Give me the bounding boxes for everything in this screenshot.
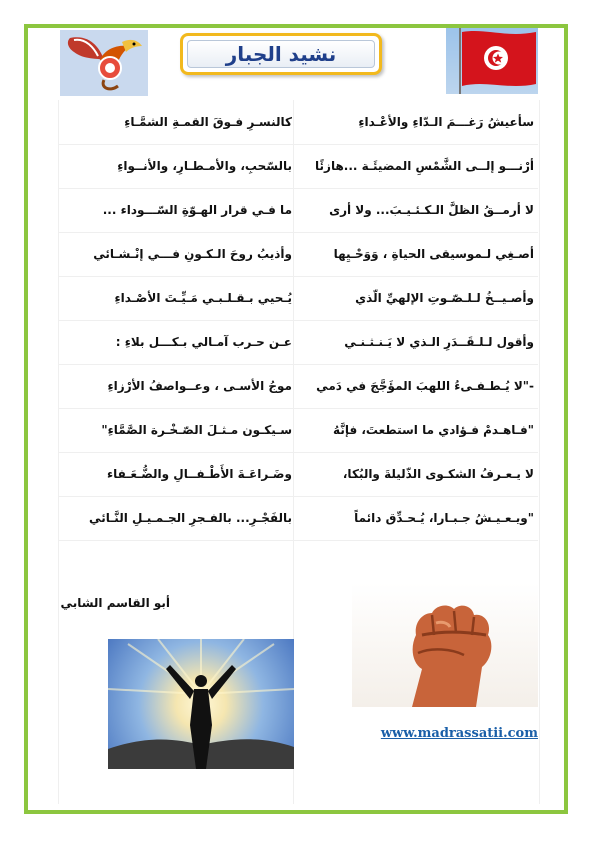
verse-right: وأقول لـلـقَــدَرِ الـذي لا يَـنـثـنـي — [344, 335, 534, 349]
table-row — [58, 144, 538, 189]
verse-right: أصـغِي لـموسيقى الحياةِ ، وَوَحْـيِها — [333, 247, 534, 261]
verse-left: عـن حـرب آمـالي بـكـــل بلاءِ : — [115, 335, 292, 349]
fist-icon — [352, 583, 538, 707]
table-row — [58, 100, 538, 145]
table-row — [58, 232, 538, 277]
verse-right: أرْنـــو إلــى الشَّمْسِ المضيئَـة ...هازئًا — [315, 159, 534, 173]
table-row — [58, 188, 538, 233]
verse-left: وضَـراعَـةَ الأَطْـفــالِ والضُّـعَـفاء — [106, 467, 292, 481]
person-silhouette-icon — [108, 639, 294, 769]
title-box — [180, 33, 382, 75]
table-row — [58, 320, 538, 365]
table-row — [58, 452, 538, 497]
verse-left: كالنسـرِ فـوقَ القمـةِ الشمَّـاءِ — [124, 115, 292, 129]
verse-right: سأعيشُ رَغـــمَ الـدّاءِ والأعْـداءِ — [358, 115, 534, 129]
website-link[interactable]: www.madrassatii.com — [380, 726, 538, 741]
verse-right: "فـاهـدمْ فـؤادي ما استطعتَ، فإنَّهُ — [333, 423, 534, 437]
author-name: أبو القاسم الشابي — [60, 596, 170, 610]
flag-icon — [446, 28, 538, 94]
verse-right: وأصـيــخُ لـلـصّـوتِ الإلهيِّ الّذي — [355, 291, 534, 305]
verse-left: موجُ الأسـى ، وعــواصفُ الأرْزاءِ — [107, 379, 292, 393]
verse-left: وأذيبُ روحَ الـكـونِ فـــي إنْـشـائي — [93, 247, 292, 261]
table-row — [58, 276, 538, 321]
verse-left: ما فـي قرار الهـوّةِ السّـــوداء ... — [102, 203, 292, 217]
verse-right: -"لا يُـطـفـىءُ اللهبَ المؤَجَّجَ في دَمي — [316, 379, 534, 393]
table-row — [58, 496, 538, 541]
eagle-flag-image — [60, 30, 148, 96]
table-row — [58, 364, 538, 409]
tunisia-flag-image — [446, 28, 538, 94]
verse-left: بالفَجْـرِ... بالفـجرِ الجـمـيـلِ النَّـائي — [89, 511, 292, 525]
verse-right: لا يـعـرفُ الشكـوى الذّليلةَ والبُكا، — [342, 467, 534, 481]
verse-right: "ويـعـيـشُ جـبـارا، يُـحـدِّق دائماً — [354, 511, 534, 525]
raised-fist-image — [352, 583, 538, 707]
eagle-icon — [60, 30, 148, 96]
verse-left: بالسّحبِ، والأمـطـارِ، والأنــواءِ — [117, 159, 292, 173]
sky-silhouette-image — [108, 639, 294, 769]
verse-left: يُـحيي بـقـلـبـي مَـيِّـتَ الأصْـداءِ — [114, 291, 292, 305]
verse-left: سـيكـون مـثـلَ الصّـخْـرة الصَّمَّاءِ" — [101, 423, 292, 437]
table-row — [58, 408, 538, 453]
poem-title: نشيد الجبار — [187, 40, 375, 68]
verse-right: لا أرمــقُ الظلَّ الـكـئـيـبَ... ولا أرى — [329, 203, 534, 217]
